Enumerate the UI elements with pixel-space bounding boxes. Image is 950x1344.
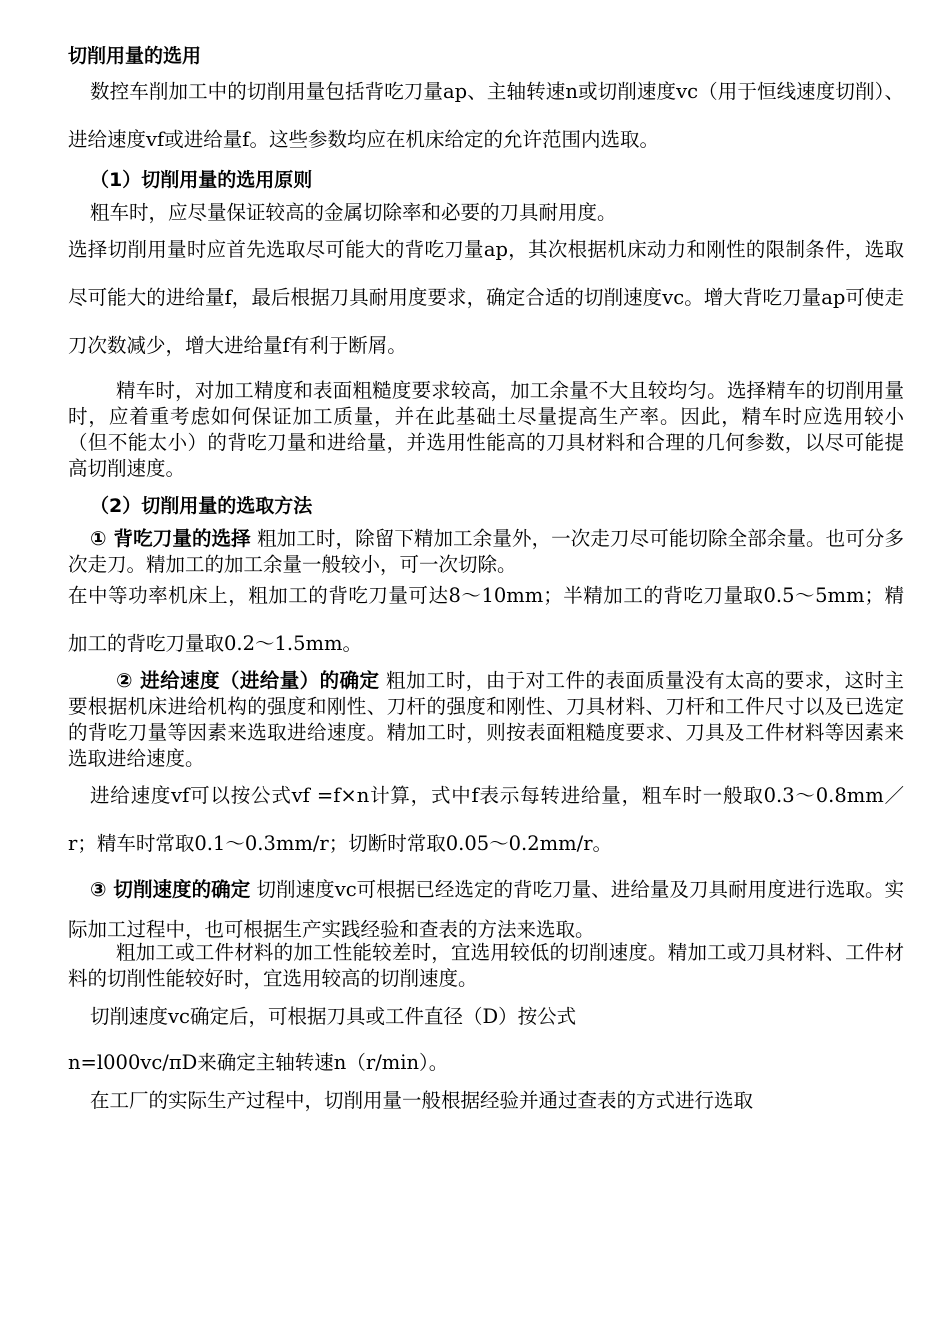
closing-paragraph: 在工厂的实际生产过程中，切削用量一般根据经验并通过查表的方式进行选取 — [90, 1089, 754, 1112]
item3-label: ③ 切削速度的确定 — [90, 878, 251, 901]
section-heading-methods: （2）切削用量的选取方法 — [90, 495, 313, 517]
item2-text: 粗加工时，由于对工件的表面质量没有太高的要求，这时主要根据机床进给机构的强度和刚性、刀杆的强度和刚性、刀具材料、刀杆和工件尺寸以及已选定的背吃刀量等因素来选取进给速度。精加工时，则按表面粗糙度要求、刀具及工件材料等因素来选取进给速度。 — [68, 669, 904, 770]
item1-label: ① 背吃刀量的选择 — [90, 527, 251, 550]
item1-paragraph — [68, 526, 904, 578]
rough-turning-line: 粗车时，应尽量保证较高的金属切除率和必要的刀具耐用度。 — [90, 201, 617, 224]
feed-formula-paragraph: 进给速度vf可以按公式vf =f×n计算，式中f表示每转进给量，粗车时一般取0.3～0.8mm／r；精车时常取0.1～0.3mm/r；切断时常取0.05～0.2mm/r。 — [68, 784, 904, 855]
item-depth-of-cut — [68, 526, 904, 668]
rough-turning-detail: 选择切削用量时应首先选取尽可能大的背吃刀量ap，其次根据机床动力和刚性的限制条件，选取尽可能大的进给量f，最后根据刀具耐用度要求，确定合适的切削速度vc。增大背吃刀量ap可使走刀次数减少，增大进给量f有利于断屑。 — [68, 238, 904, 357]
item1-values: 在中等功率机床上，粗加工的背吃刀量可达8～10mm；半精加工的背吃刀量取0.5～5mm；精加工的背吃刀量取0.2～1.5mm。 — [68, 584, 904, 655]
item2-paragraph — [68, 668, 904, 772]
speed-formula-intro: 切削速度vc确定后，可根据刀具或工件直径（D）按公式 — [90, 1005, 577, 1028]
item3-paragraph — [68, 870, 904, 950]
speed-formula: n=l000vc/πD来确定主轴转速n（r/min）。 — [68, 1051, 449, 1074]
document-title: 切削用量的选用 — [68, 45, 202, 67]
item2-label: ② 进给速度（进给量）的确定 — [116, 669, 380, 692]
speed-note-paragraph: 粗加工或工件材料的加工性能较差时，宜选用较低的切削速度。精加工或刀具材料、工件材料的切削性能较好时，宜选用较高的切削速度。 — [68, 941, 904, 990]
item1-text: 粗加工时，除留下精加工余量外，一次走刀尽可能切除全部余量。也可分多次走刀。精加工的加工余量一般较小，可一次切除。 — [68, 527, 904, 576]
section-heading-principles: （1）切削用量的选用原则 — [90, 169, 313, 191]
document-page — [68, 40, 904, 1118]
intro-paragraph: 数控车削加工中的切削用量包括背吃刀量ap、主轴转速n或切削速度vc（用于恒线速度切削）、进给速度vf或进给量f。这些参数均应在机床给定的允许范围内选取。 — [68, 80, 904, 151]
item3-text: 切削速度vc可根据已经选定的背吃刀量、进给量及刀具耐用度进行选取。实际加工过程中，也可根据生产实践经验和查表的方法来选取。 — [68, 878, 904, 941]
finish-turning-paragraph: 精车时，对加工精度和表面粗糙度要求较高，加工余量不大且较均匀。选择精车的切削用量时，应着重考虑如何保证加工质量，并在此基础土尽量提高生产率。因此，精车时应选用较小（但不能太小）的背吃刀量和进给量，并选用性能高的刀具材料和合理的几何参数，以尽可能提高切削速度。 — [68, 379, 904, 480]
